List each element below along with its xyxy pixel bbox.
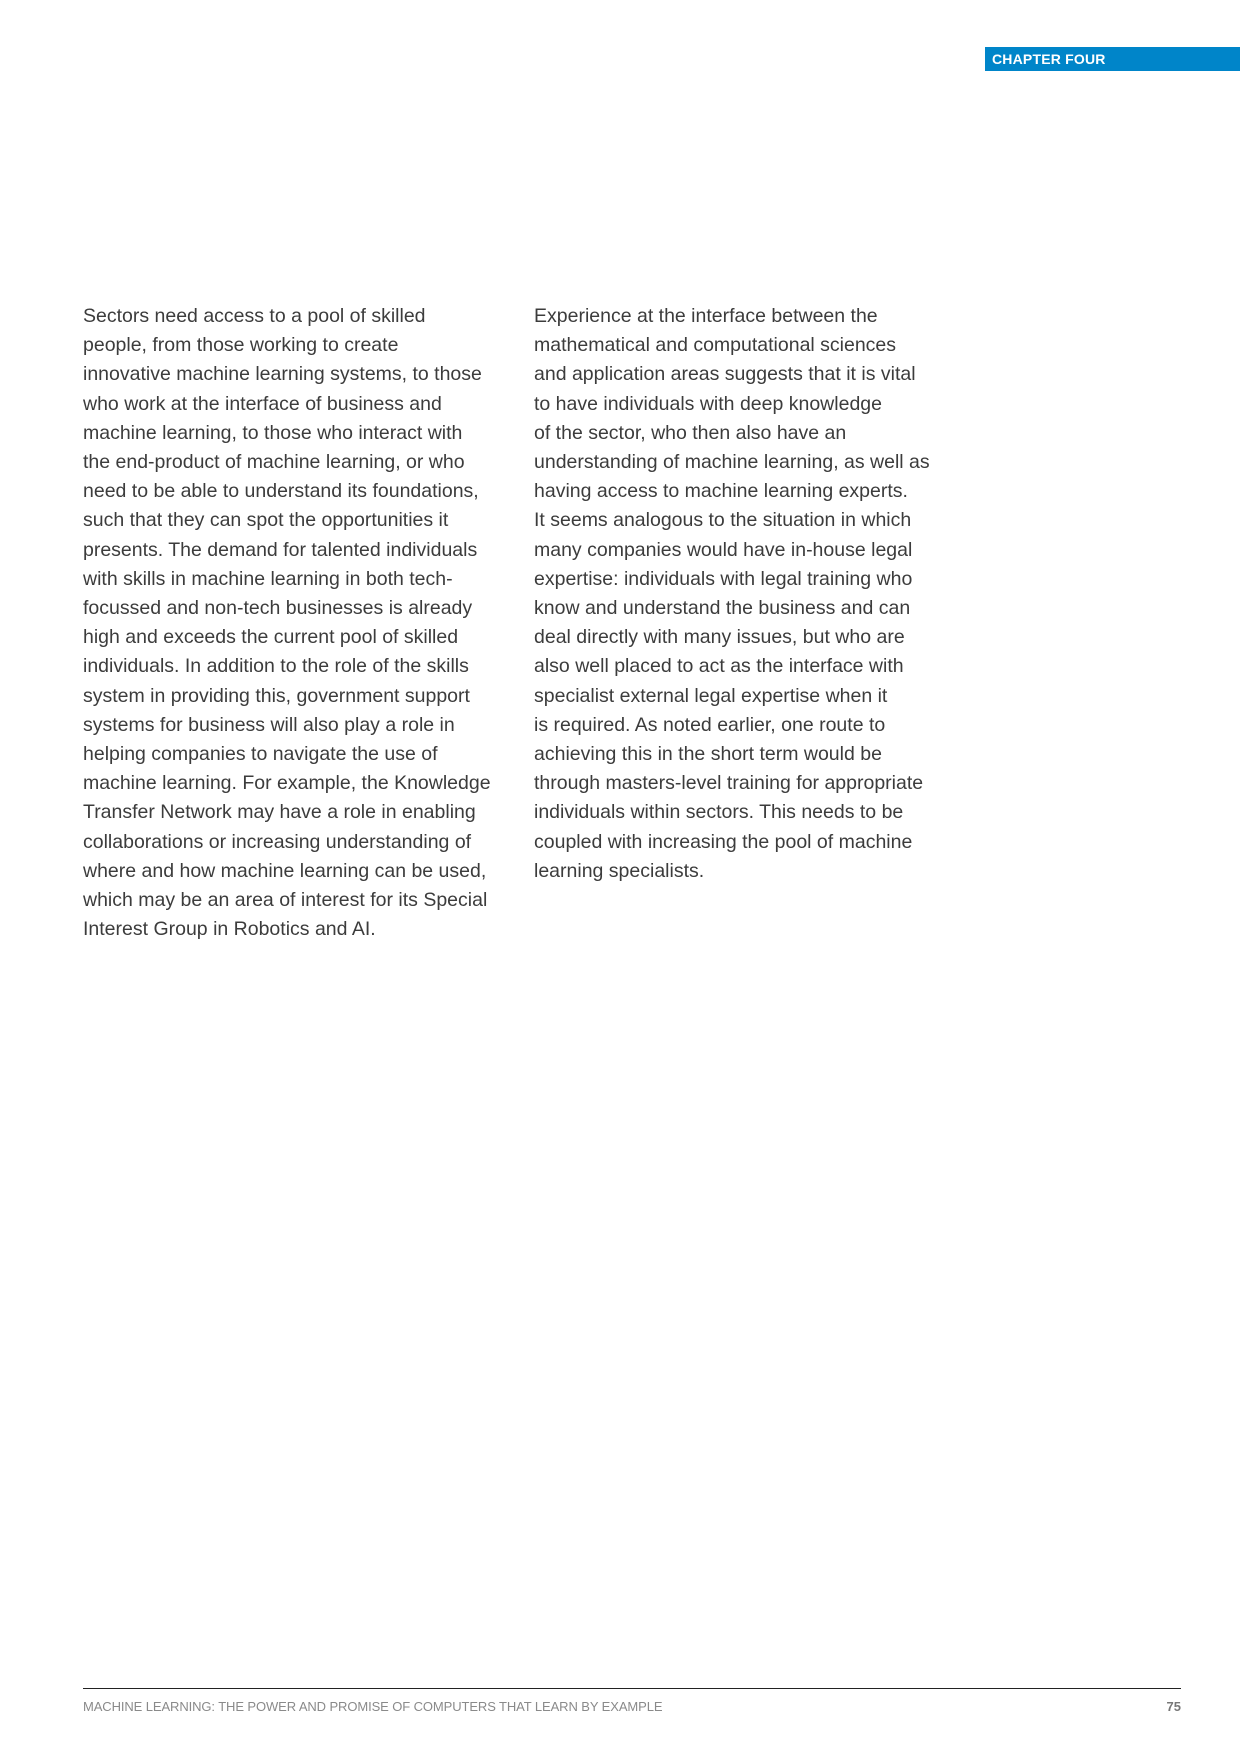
- paragraph-line: focussed and non-tech businesses is already: [83, 597, 473, 620]
- body-column-left: [83, 302, 523, 944]
- paragraph-line: know and understand the business and can: [534, 597, 911, 620]
- paragraph-line: learning specialists.: [534, 859, 705, 882]
- paragraph-line: systems for business will also play a role in: [83, 713, 455, 736]
- paragraph-line: Experience at the interface between the: [534, 305, 878, 327]
- paragraph-line: individuals within sectors. This needs to be: [534, 801, 904, 824]
- paragraph-line: with skills in machine learning in both tech-: [83, 567, 453, 590]
- footer-title: MACHINE LEARNING: THE POWER AND PROMISE OF COMPUTERS THAT LEARN BY EXAMPLE: [83, 1699, 663, 1714]
- footer-divider: [83, 1688, 1181, 1689]
- paragraph-line: Transfer Network may have a role in enabling: [83, 801, 476, 824]
- paragraph-line: who work at the interface of business and: [83, 392, 442, 415]
- paragraph-line: the end-product of machine learning, or who: [83, 451, 465, 474]
- paragraph-line: and application areas suggests that it is vital: [534, 363, 916, 386]
- paragraph-line: collaborations or increasing understanding of: [83, 830, 472, 853]
- chapter-label: CHAPTER FOUR: [985, 47, 1240, 71]
- page-number: 75: [1166, 1699, 1181, 1714]
- paragraph-line: having access to machine learning experts.: [534, 480, 908, 503]
- paragraph-line: machine learning, to those who interact with: [83, 421, 463, 444]
- paragraph-line: where and how machine learning can be used,: [83, 859, 487, 882]
- paragraph-line: Interest Group in Robotics and AI.: [83, 918, 376, 941]
- paragraph-line: individuals. In addition to the role of the skills: [83, 655, 469, 678]
- paragraph-line: understanding of machine learning, as well as: [534, 451, 930, 474]
- paragraph-line: people, from those working to create: [83, 334, 399, 357]
- paragraph-line: presents. The demand for talented individuals: [83, 538, 478, 561]
- paragraph-line: through masters-level training for appropriate: [534, 772, 924, 795]
- paragraph-line: to have individuals with deep knowledge: [534, 392, 882, 415]
- paragraph-line: many companies would have in-house legal: [534, 538, 913, 561]
- paragraph-line: is required. As noted earlier, one route to: [534, 713, 886, 736]
- paragraph-line: achieving this in the short term would be: [534, 743, 882, 766]
- paragraph-line: high and exceeds the current pool of skilled: [83, 626, 459, 649]
- paragraph-line: coupled with increasing the pool of machine: [534, 830, 913, 853]
- paragraph-line: innovative machine learning systems, to those: [83, 363, 482, 386]
- paragraph-line: Sectors need access to a pool of skilled: [83, 305, 426, 327]
- body-column-right: [534, 302, 974, 886]
- paragraph-line: system in providing this, government support: [83, 684, 470, 707]
- paragraph-line: helping companies to navigate the use of: [83, 743, 438, 766]
- paragraph-line: It seems analogous to the situation in which: [534, 509, 912, 532]
- paragraph-line: which may be an area of interest for its Special: [83, 889, 488, 912]
- paragraph-line: machine learning. For example, the Knowledge: [83, 772, 491, 795]
- paragraph-line: also well placed to act as the interface with: [534, 655, 904, 678]
- paragraph-line: such that they can spot the opportunities it: [83, 509, 449, 532]
- paragraph-line: mathematical and computational sciences: [534, 334, 897, 357]
- paragraph-line: expertise: individuals with legal training who: [534, 567, 913, 590]
- paragraph-line: of the sector, who then also have an: [534, 421, 847, 444]
- paragraph-line: specialist external legal expertise when it: [534, 684, 888, 707]
- paragraph-line: need to be able to understand its foundations,: [83, 480, 479, 503]
- paragraph-line: deal directly with many issues, but who are: [534, 626, 905, 649]
